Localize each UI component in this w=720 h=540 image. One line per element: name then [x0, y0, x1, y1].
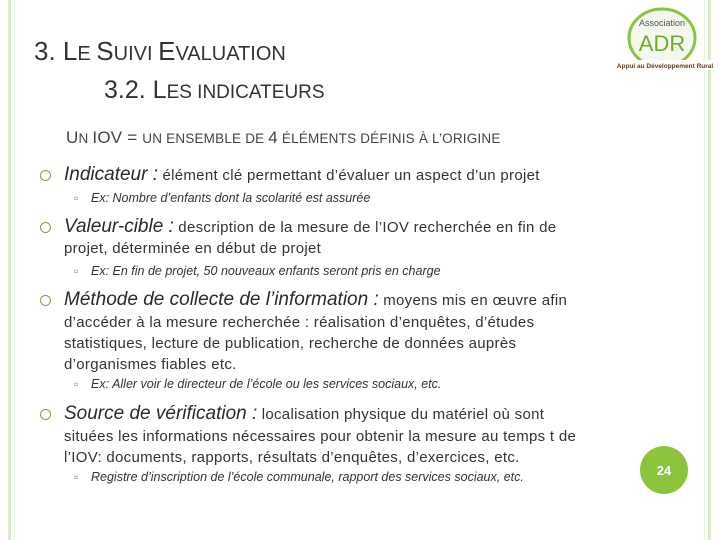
left-decorative-rule	[8, 0, 11, 540]
left-decorative-rule-thin	[14, 0, 15, 540]
example-valeur-cible: Ex: En fin de projet, 50 nouveaux enfants seront pris en charge	[91, 264, 441, 278]
sub-bullet-icon: ▫	[74, 377, 79, 391]
example-source: Registre d’inscription de l’école communale, rapport des services sociaux, etc.	[91, 470, 524, 484]
slide-title-line2: 3.2. LES INDICATEURS	[104, 76, 325, 104]
bullet-methode-line4: d’organismes fiables etc.	[64, 356, 237, 373]
logo-bottom-text: Appui au Développement Rural	[616, 63, 714, 70]
bullet-methode: Méthode de collecte de l’information : moyens mis en œuvre afin	[64, 289, 568, 310]
slide-title-line1: 3. LE SUIVI EVALUATION	[34, 36, 286, 66]
logo-main-text: ADR	[638, 31, 686, 56]
page-number-badge: 24	[640, 446, 688, 494]
example-methode: Ex: Aller voir le directeur de l’école ou les services sociaux, etc.	[91, 377, 442, 391]
right-decorative-rule	[708, 0, 711, 540]
sub-bullet-icon: ▫	[74, 191, 79, 205]
bullet-indicateur: Indicateur : élément clé permettant d’évaluer un aspect d’un projet	[64, 164, 540, 185]
bullet-source: Source de vérification : localisation physique du matériel où sont	[64, 403, 545, 424]
bullet-valeur-cible: Valeur-cible : description de la mesure de l’IOV recherchée en fin de	[64, 216, 557, 237]
adr-logo	[616, 6, 714, 72]
subtitle: UN IOV = UN ENSEMBLE DE 4 ÉLÉMENTS DÉFINIS À L’ORIGINE	[66, 128, 501, 147]
bullet-methode-line2: d’accéder à la mesure recherchée : réalisation d’enquêtes, d’études	[64, 314, 535, 331]
sub-bullet-icon: ▫	[74, 470, 79, 484]
bullet-circle-icon	[40, 295, 51, 306]
bullet-circle-icon	[40, 222, 51, 233]
logo-top-text: Association	[638, 18, 686, 28]
right-decorative-rule-thin	[704, 0, 705, 540]
bullet-source-line3: l’IOV: documents, rapports, résultats d’enquêtes, d’exercices, etc.	[64, 449, 520, 466]
example-indicateur: Ex: Nombre d’enfants dont la scolarité est assurée	[91, 191, 371, 205]
bullet-circle-icon	[40, 409, 51, 420]
sub-bullet-icon: ▫	[74, 264, 79, 278]
bullet-circle-icon	[40, 170, 51, 181]
bullet-valeur-cible-line2: projet, déterminée en début de projet	[64, 240, 322, 257]
bullet-source-line2: situées les informations nécessaires pour obtenir la mesure au temps t de	[64, 428, 577, 445]
bullet-methode-line3: statistiques, lecture de publication, recherche de données auprès	[64, 335, 517, 352]
